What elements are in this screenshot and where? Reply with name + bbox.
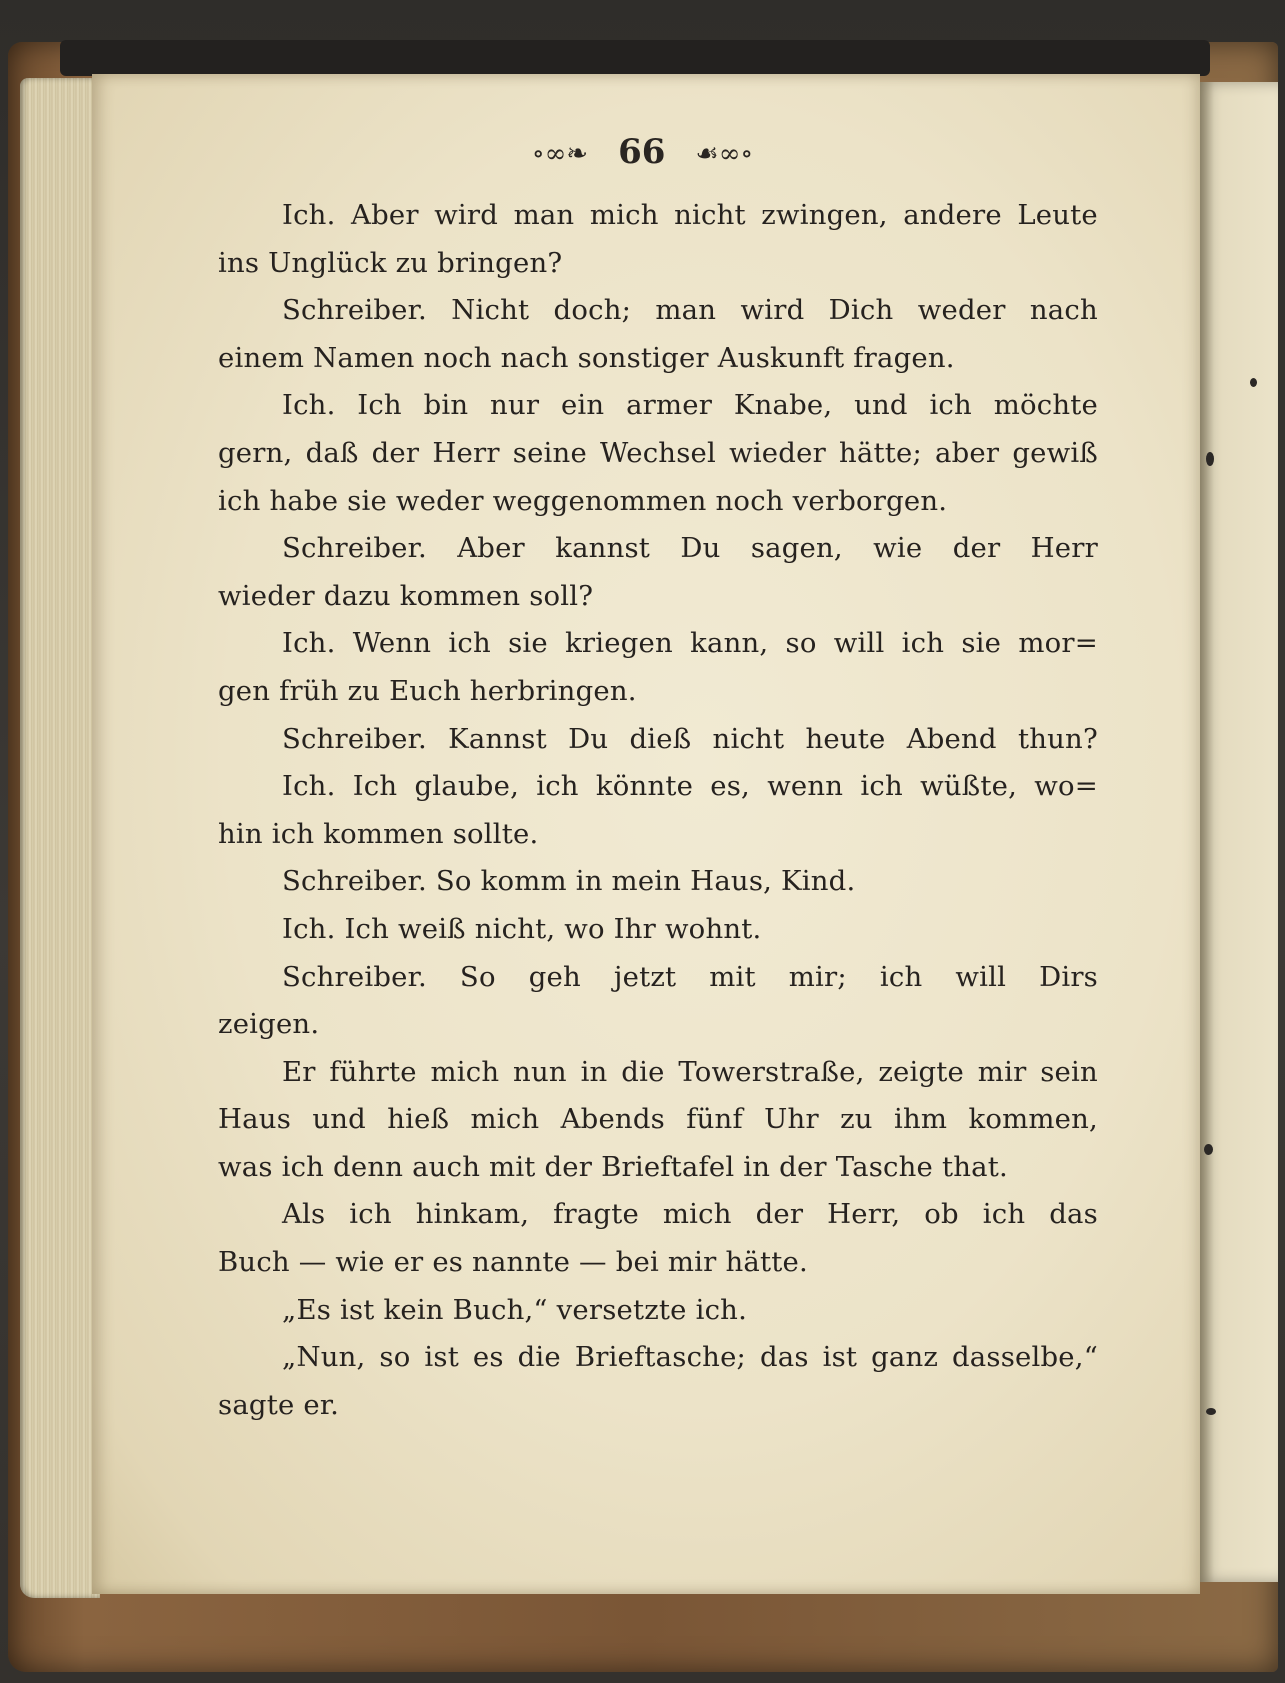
word: zu <box>840 1103 873 1136</box>
word: nach <box>1029 294 1098 327</box>
word: Ich <box>352 770 398 803</box>
word: Schreiber. <box>282 722 427 755</box>
word: Schreiber. <box>282 532 427 565</box>
word: es, <box>710 770 750 803</box>
word: ihm <box>894 1103 948 1136</box>
line-text: gen früh zu Euch herbringen. <box>218 674 637 707</box>
word: so <box>785 627 817 660</box>
word: Towerstraße, <box>678 1055 865 1088</box>
word: Ich <box>357 389 402 422</box>
word: Abends <box>560 1103 665 1136</box>
word: Herr <box>432 436 500 469</box>
word: Kannst <box>448 722 547 755</box>
word: mich <box>430 1055 500 1088</box>
word: weder <box>917 294 1006 327</box>
word: Nicht <box>451 294 530 327</box>
text-line <box>218 858 1098 906</box>
word: will <box>833 627 885 660</box>
word: bin <box>423 389 469 422</box>
text-line <box>218 1191 1098 1239</box>
word: daß <box>305 436 359 469</box>
word: ganz <box>871 1341 939 1374</box>
page-edges <box>20 78 100 1598</box>
word: zwingen, <box>761 199 888 231</box>
word: Du <box>680 532 721 565</box>
word: hätte; <box>839 436 922 469</box>
line-text: einem Namen noch nach sonstiger Auskunft fragen. <box>218 341 955 374</box>
word: man <box>655 294 717 327</box>
word: das <box>759 1341 809 1374</box>
word: wird <box>434 199 499 231</box>
word: wo= <box>1034 770 1098 803</box>
word: armer <box>626 389 713 422</box>
word: fünf <box>686 1103 743 1136</box>
word: mit <box>709 960 756 993</box>
word: ob <box>924 1198 959 1231</box>
text-line <box>218 1144 1098 1192</box>
cover-top-edge <box>60 40 1210 76</box>
word: hieß <box>387 1103 450 1136</box>
text-line <box>218 335 1098 383</box>
text-line <box>218 525 1098 573</box>
word: Wechsel <box>600 436 716 469</box>
page-header <box>0 132 1285 172</box>
word: die <box>621 1055 665 1088</box>
word: Herr <box>1030 532 1098 565</box>
paper-speck <box>1204 1144 1213 1155</box>
word: Herr, <box>827 1198 901 1231</box>
text-line <box>218 620 1098 668</box>
word: ich <box>448 627 491 660</box>
word: will <box>955 960 1007 993</box>
word: hinkam, <box>415 1198 530 1231</box>
word: jetzt <box>613 960 677 993</box>
word: Wenn <box>352 627 432 660</box>
word: in <box>580 1055 608 1088</box>
word: Er <box>282 1055 316 1088</box>
word: Knabe, <box>733 389 833 422</box>
word: dasselbe,“ <box>952 1341 1098 1374</box>
text-line <box>218 1334 1098 1382</box>
word: Dich <box>828 294 894 327</box>
text-line <box>218 430 1098 478</box>
word: wieder <box>729 436 826 469</box>
line-text: ins Unglück zu bringen? <box>218 246 563 279</box>
word: heute <box>805 722 886 755</box>
word: der <box>371 436 420 469</box>
word: mir; <box>788 960 847 993</box>
word: könnte <box>595 770 694 803</box>
word: wüßte, <box>920 770 1018 803</box>
line-text: zeigen. <box>218 1008 320 1041</box>
word: der <box>755 1198 804 1231</box>
text-line <box>218 1049 1098 1097</box>
word: ich <box>349 1198 392 1231</box>
word: Schreiber. <box>282 960 427 993</box>
word: Dirs <box>1039 960 1098 993</box>
word: möchte <box>993 389 1098 422</box>
page-text <box>218 192 1098 1429</box>
word: kriegen <box>565 627 673 660</box>
word: sie <box>961 627 1002 660</box>
text-line <box>218 811 1098 859</box>
word: ist <box>424 1341 459 1374</box>
word: ich <box>536 770 579 803</box>
text-line <box>218 478 1098 526</box>
word: Aber <box>457 532 525 565</box>
word: nur <box>490 389 540 422</box>
word: glaube, <box>414 770 520 803</box>
text-line <box>218 906 1098 954</box>
word: sie <box>508 627 548 660</box>
word: der <box>952 532 1001 565</box>
paper-speck <box>1250 378 1257 387</box>
word: wird <box>740 294 805 327</box>
word: ich <box>879 960 923 993</box>
word: Brieftasche; <box>574 1341 747 1374</box>
word: aber <box>935 436 1000 469</box>
word: Ich. <box>282 627 336 660</box>
word: Leute <box>1017 199 1098 231</box>
word: wie <box>873 532 923 565</box>
line-text: Ich. Ich weiß nicht, wo Ihr wohnt. <box>282 912 762 945</box>
word: sagen, <box>750 532 843 565</box>
line-text: Schreiber. So komm in mein Haus, Kind. <box>282 865 856 898</box>
word: führte <box>329 1055 417 1088</box>
word: gern, <box>218 436 293 469</box>
right-ornament-icon: ☙∞∘ <box>695 139 754 169</box>
word: mich <box>470 1103 540 1136</box>
word: man <box>513 199 575 231</box>
page-number: 66 <box>618 132 666 172</box>
text-line <box>218 192 1098 240</box>
word: Abend <box>906 722 997 755</box>
word: seine <box>512 436 587 469</box>
word: nicht <box>674 199 746 231</box>
line-text: hin ich kommen sollte. <box>218 817 539 850</box>
word: mir <box>977 1055 1027 1088</box>
word: doch; <box>553 294 632 327</box>
text-line <box>218 668 1098 716</box>
paper-speck <box>1206 452 1214 466</box>
word: sein <box>1040 1055 1098 1088</box>
word: nicht <box>712 722 785 755</box>
word: andere <box>903 199 1002 231</box>
text-line <box>218 287 1098 335</box>
word: geh <box>528 960 581 993</box>
word: Du <box>568 722 609 755</box>
text-line <box>218 1382 1098 1430</box>
text-line <box>218 1001 1098 1049</box>
word: zeigte <box>878 1055 965 1088</box>
text-line <box>218 573 1098 621</box>
paper-speck <box>1206 1408 1216 1415</box>
word: ist <box>822 1341 858 1374</box>
word: es <box>472 1341 504 1374</box>
word: mich <box>589 199 659 231</box>
word: gewiß <box>1012 436 1098 469</box>
text-line <box>218 1287 1098 1335</box>
word: die <box>517 1341 561 1374</box>
word: und <box>312 1103 366 1136</box>
word: kommen, <box>968 1103 1098 1136</box>
line-text: wieder dazu kommen soll? <box>218 579 594 612</box>
word: Aber <box>351 199 419 231</box>
word: Ich. <box>282 199 336 231</box>
word: Uhr <box>764 1103 819 1136</box>
facing-page-edge <box>1198 82 1278 1582</box>
word: ich <box>901 627 945 660</box>
line-text: „Es ist kein Buch,“ versetzte ich. <box>282 1293 748 1326</box>
word: Ich. <box>282 389 336 422</box>
word: wenn <box>767 770 844 803</box>
line-text: sagte er. <box>218 1388 340 1421</box>
text-line <box>218 240 1098 288</box>
text-line <box>218 1239 1098 1287</box>
line-text: was ich denn auch mit der Brieftafel in der Tasche that. <box>218 1150 1008 1183</box>
word: das <box>1049 1198 1098 1231</box>
word: Ich. <box>282 770 336 803</box>
word: nun <box>513 1055 567 1088</box>
word: ich <box>982 1198 1026 1231</box>
word: Als <box>282 1198 326 1231</box>
text-line <box>218 954 1098 1002</box>
word: so <box>379 1341 411 1374</box>
word: kannst <box>555 532 651 565</box>
word: fragte <box>553 1198 639 1231</box>
text-line <box>218 716 1098 764</box>
word: mor= <box>1018 627 1098 660</box>
word: ich <box>929 389 972 422</box>
word: Schreiber. <box>282 294 427 327</box>
text-line <box>218 763 1098 811</box>
left-ornament-icon: ∘∞❧ <box>531 139 589 169</box>
word: thun? <box>1017 722 1098 755</box>
line-text: ich habe sie weder weggenommen noch verborgen. <box>218 484 948 517</box>
word: und <box>854 389 908 422</box>
word: ich <box>860 770 903 803</box>
word: So <box>459 960 496 993</box>
text-line <box>218 1096 1098 1144</box>
word: kann, <box>690 627 769 660</box>
word: ein <box>560 389 605 422</box>
word: mich <box>662 1198 732 1231</box>
text-line <box>218 382 1098 430</box>
word: Haus <box>218 1103 292 1136</box>
word: dieß <box>629 722 692 755</box>
line-text: Buch — wie er es nannte — bei mir hätte. <box>218 1246 808 1279</box>
word: „Nun, <box>282 1341 366 1374</box>
